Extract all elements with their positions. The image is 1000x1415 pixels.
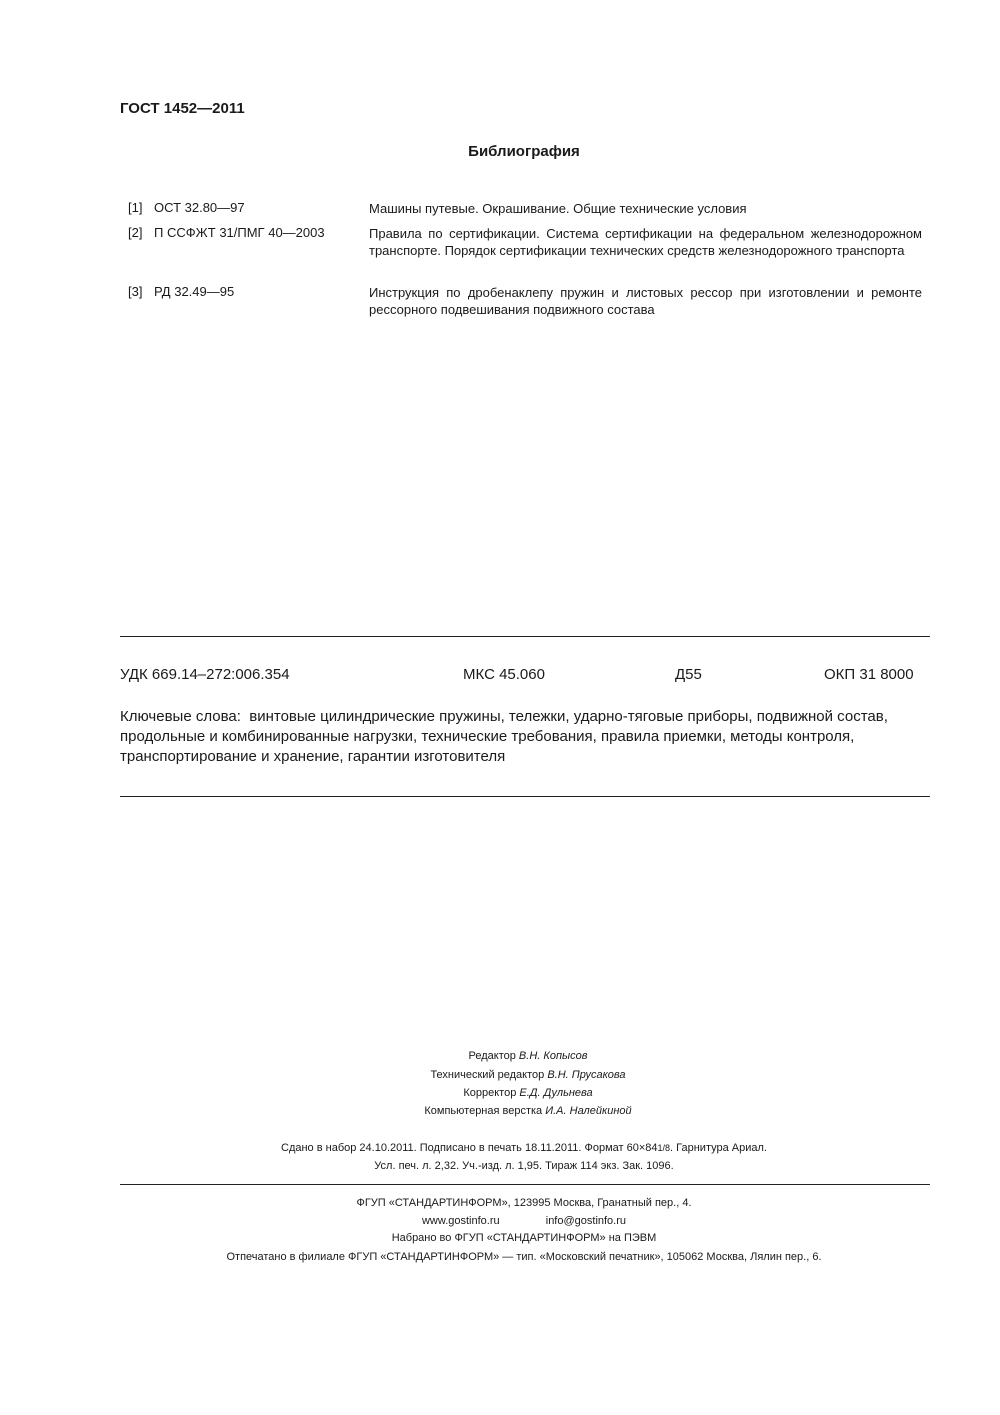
publisher-contacts bbox=[0, 1215, 1000, 1227]
print-info-line-2: Усл. печ. л. 2,32. Уч.-изд. л. 1,95. Тираж 114 экз. Зак. 1096. bbox=[374, 1160, 674, 1172]
ref-number: [2] bbox=[128, 225, 143, 240]
group-code: Д55 bbox=[675, 666, 702, 683]
ref-code: ОСТ 32.80—97 bbox=[154, 200, 245, 215]
tech-editor-role: Технический редактор bbox=[430, 1069, 545, 1081]
publisher-address: ФГУП «СТАНДАРТИНФОРМ», 123995 Москва, Гранатный пер., 4. bbox=[356, 1197, 692, 1209]
editor-line bbox=[398, 1050, 658, 1062]
ref-description: Инструкция по дробенаклепу пружин и листовых рессор при изготовлении и ремонте рессорного подвешивания подвижного состава bbox=[369, 285, 922, 317]
ref-code: П ССФЖТ 31/ПМГ 40—2003 bbox=[154, 225, 325, 240]
editor-role: Редактор bbox=[468, 1050, 516, 1062]
print-info-a: Сдано в набор 24.10.2011. Подписано в печать 18.11.2011. Формат 60×84 bbox=[281, 1142, 658, 1154]
printing-note: Отпечатано в филиале ФГУП «СТАНДАРТИНФОРМ» — тип. «Московский печатник», 105062 Москва, Лялин пер., 6. bbox=[226, 1251, 822, 1263]
tech-editor-name: В.Н. Прусакова bbox=[547, 1069, 626, 1081]
tech-editor-line bbox=[398, 1069, 658, 1081]
keywords-text: винтовые цилиндрические пружины, тележки, ударно-тяговые приборы, подвижной состав, продольные и комбинированные нагрузки, технические требования, правила приемки, методы контроля, транспортирование и хранение, гарантии изготовителя bbox=[120, 708, 888, 765]
format-fraction: 1/8 bbox=[657, 1143, 671, 1153]
corrector-name: Е.Д. Дульнева bbox=[519, 1087, 593, 1099]
ref-description: Машины путевые. Окрашивание. Общие технические условия bbox=[369, 201, 747, 216]
imprint-divider bbox=[120, 1184, 930, 1185]
document-code: ГОСТ 1452—2011 bbox=[120, 100, 245, 117]
udk-code: УДК 669.14–272:006.354 bbox=[120, 666, 290, 683]
mks-code: МКС 45.060 bbox=[463, 666, 545, 683]
layout-role: Компьютерная верстка bbox=[424, 1105, 543, 1117]
print-info-line-1 bbox=[0, 1142, 1000, 1154]
ref-number: [1] bbox=[128, 200, 143, 215]
keywords-block bbox=[120, 707, 930, 767]
ref-code: РД 32.49—95 bbox=[154, 284, 235, 299]
publisher-website[interactable]: www.gostinfo.ru bbox=[421, 1215, 500, 1227]
ref-description: Правила по сертификации. Система сертификации на федеральном железнодорожном транспорте. Порядок сертификации технических средств железнодорожного транспорта bbox=[369, 226, 922, 258]
layout-name: И.А. Налейкиной bbox=[545, 1105, 632, 1117]
publisher-email[interactable]: info@gostinfo.ru bbox=[545, 1215, 627, 1227]
editor-name: В.Н. Копысов bbox=[518, 1050, 588, 1062]
corrector-line bbox=[398, 1087, 658, 1099]
bibliography-title: Библиография bbox=[468, 143, 580, 160]
keywords-label: Ключевые слова: bbox=[120, 708, 241, 725]
corrector-role: Корректор bbox=[463, 1087, 517, 1099]
typeset-note: Набрано во ФГУП «СТАНДАРТИНФОРМ» на ПЭВМ bbox=[391, 1232, 657, 1244]
top-divider bbox=[120, 636, 930, 637]
bottom-divider bbox=[120, 796, 930, 797]
print-info-b: . Гарнитура Ариал. bbox=[670, 1142, 767, 1154]
layout-line bbox=[398, 1105, 658, 1117]
okp-code: ОКП 31 8000 bbox=[824, 666, 914, 683]
ref-number: [3] bbox=[128, 284, 143, 299]
